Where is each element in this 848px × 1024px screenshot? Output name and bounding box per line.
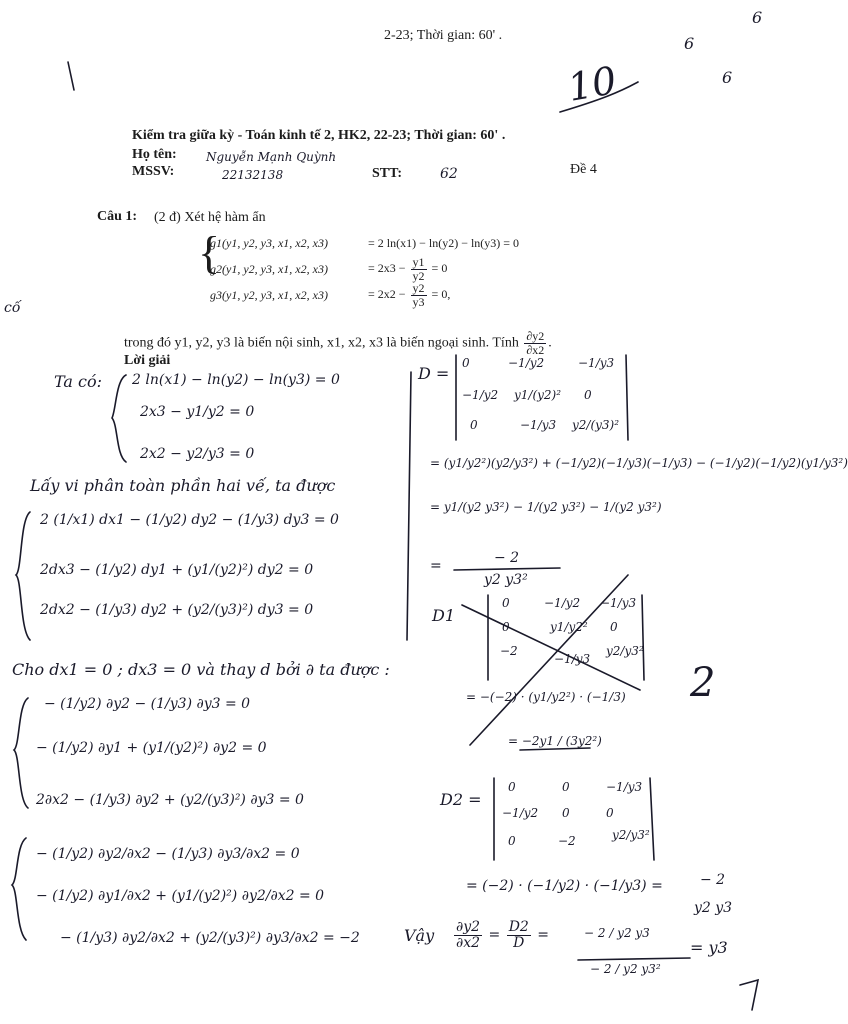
det-d2-expansion: = (−2) · (−1/y2) · (−1/y3) =	[466, 878, 663, 894]
question-condition: trong đó y1, y2, y3 là biến nội sinh, x1, x2, x3 là biến ngoại sinh. Tính $\frac{\partial y2}{\partial x2}$ .	[124, 329, 552, 357]
name-label: Họ tên:	[132, 147, 177, 162]
question-label: Câu 1:	[97, 209, 138, 224]
stt-value: 62	[440, 166, 458, 182]
quotient-line-1: − (1/y2) ∂y2/∂x2 − (1/y3) ∂y3/∂x2 = 0	[36, 846, 300, 862]
det-d-cell: −1/y3	[520, 418, 557, 432]
system-line-1: 2 ln(x1) − ln(y2) − ln(y3) = 0	[132, 372, 340, 388]
exam-title: Kiểm tra giữa kỳ - Toán kinh tế 2, HK2, 22-23; Thời gian: 60' .	[132, 128, 506, 143]
g1-lhs: g1(y1, y2, y3, x1, x2, x3)	[210, 236, 328, 250]
ta-co: Ta có:	[54, 372, 103, 391]
det-d-cell: 0	[462, 356, 470, 370]
det-d2-result-den: y2 y3	[694, 900, 733, 916]
solution-heading: Lời giải	[124, 353, 171, 368]
diff-line-3: 2dx2 − (1/y3) dy2 + (y2/(y3)²) dy3 = 0	[40, 602, 314, 618]
det-d1-expansion: = −(−2) · (y1/y2²) · (−1/3)	[466, 690, 626, 704]
det-d2-cell: 0	[562, 806, 570, 820]
det-d-expansion: = (y1/y2²)(y2/y3²) + (−1/y2)(−1/y3)(−1/y3) − (−1/y2)(−1/y2)(y1/y3²)	[430, 456, 848, 470]
conclusion-label: Vậy	[404, 926, 435, 945]
det-d1-cell: −1/y3	[554, 652, 591, 666]
mssv-value: 22132138	[222, 168, 284, 182]
header-fragment: 2-23; Thời gian: 60' .	[384, 28, 503, 43]
margin-score: 2	[690, 660, 716, 706]
det-d1-cell: −1/y3	[600, 596, 637, 610]
corner-mark: 6	[684, 34, 695, 53]
conclusion-big-den: − 2 / y2 y3²	[590, 962, 661, 976]
quotient-line-3: − (1/y3) ∂y2/∂x2 + (y2/(y3)²) ∂y3/∂x2 = −2	[60, 930, 360, 946]
partial-line-2: − (1/y2) ∂y1 + (y1/(y2)²) ∂y2 = 0	[36, 740, 267, 756]
g2-rhs: = 2x3 − $\frac{y1}{y2}$ = 0	[368, 255, 448, 283]
det-d2-cell: 0	[562, 780, 570, 794]
name-value: Nguyễn Mạnh Quỳnh	[206, 150, 337, 164]
column-divider	[407, 372, 411, 640]
diff-line-2: 2dx3 − (1/y2) dy1 + (y1/(y2)²) dy2 = 0	[40, 562, 314, 578]
system-line-2: 2x3 − y1/y2 = 0	[140, 404, 255, 420]
exam-code: Đề 4	[570, 162, 597, 177]
det-d1-cell: 0	[502, 620, 510, 634]
partial-line-3: 2∂x2 − (1/y3) ∂y2 + (y2/(y3)²) ∂y3 = 0	[36, 792, 304, 808]
brace-diff	[16, 512, 30, 640]
g1-rhs: = 2 ln(x1) − ln(y2) − ln(y3) = 0	[368, 236, 520, 250]
det-d-result-num: − 2	[494, 550, 520, 566]
mssv-label: MSSV:	[132, 164, 175, 179]
score: 10	[564, 58, 620, 110]
det-d-cell: −1/y3	[578, 356, 615, 370]
det-d-cell: 0	[470, 418, 478, 432]
g3-lhs: g3(y1, y2, y3, x1, x2, x3)	[210, 288, 328, 302]
final-answer: = y3	[690, 938, 728, 957]
det-d2-cell: −1/y2	[502, 806, 539, 820]
det-d2-cell: 0	[508, 834, 516, 848]
differential-intro: Lấy vi phân toàn phần hai vế, ta được	[30, 476, 336, 495]
det-d-cell: −1/y2	[508, 356, 545, 370]
corner-mark: 6	[722, 68, 733, 87]
brace-quotient	[12, 838, 26, 940]
stt-label: STT:	[372, 166, 403, 181]
det-d2-cell: −1/y3	[606, 780, 643, 794]
det-d2-cell: y2/y3²	[612, 828, 650, 842]
det-d1-cell: 0	[502, 596, 510, 610]
margin-stroke	[68, 62, 74, 90]
det-d-cell: y1/(y2)²	[514, 388, 562, 402]
det-d1-label: D1	[432, 606, 456, 625]
conclusion-big-num: − 2 / y2 y3	[584, 926, 650, 940]
diff-line-1: 2 (1/x1) dx1 − (1/y2) dy2 − (1/y3) dy3 = 0	[40, 512, 339, 528]
brace-partial	[14, 698, 28, 808]
det-d-cell: y2/(y3)²	[572, 418, 620, 432]
g2-lhs: g2(y1, y2, y3, x1, x2, x3)	[210, 262, 328, 276]
substitution-intro: Cho dx1 = 0 ; dx3 = 0 và thay d bởi ∂ ta được :	[12, 660, 390, 679]
det-d1-cell: 0	[610, 620, 618, 634]
margin-note: cố	[4, 300, 21, 316]
det-d1-cell: y2/y3²	[606, 644, 644, 658]
det-d2-cell: −2	[558, 834, 576, 848]
conclusion-lhs: $\frac{\partial y2}{\partial x2}$ = $\frac{D2}{D}$ =	[456, 919, 550, 951]
det-d1-cell: y1/y2²	[550, 620, 588, 634]
system-line-3: 2x2 − y2/y3 = 0	[140, 446, 255, 462]
corner-mark: 6	[752, 8, 763, 27]
question-text: (2 đ) Xét hệ hàm ẩn	[154, 210, 266, 225]
det-d2-label: D2 =	[440, 790, 482, 809]
det-d-equals: =	[430, 558, 442, 574]
det-d1-cell: −1/y2	[544, 596, 581, 610]
det-d2-cell: 0	[508, 780, 516, 794]
det-d-result-den: y2 y3²	[484, 572, 528, 588]
det-d-cell: −1/y2	[462, 388, 499, 402]
det-d2-result-num: − 2	[700, 872, 726, 888]
partial-line-1: − (1/y2) ∂y2 − (1/y3) ∂y3 = 0	[44, 696, 251, 712]
g3-rhs: = 2x2 − $\frac{y2}{y3}$ = 0,	[368, 281, 451, 309]
quotient-line-2: − (1/y2) ∂y1/∂x2 + (y1/(y2)²) ∂y2/∂x2 = 0	[36, 888, 325, 904]
det-d-label: D =	[418, 364, 450, 383]
det-d2-cell: 0	[606, 806, 614, 820]
system-brace: {	[198, 227, 221, 278]
det-d-expansion-2: = y1/(y2 y3²) − 1/(y2 y3²) − 1/(y2 y3²)	[430, 500, 662, 514]
brace-system	[112, 375, 126, 462]
det-d1-cell: −2	[500, 644, 518, 658]
det-d1-result: = −2y1 / (3y2²)	[508, 734, 602, 748]
det-d-cell: 0	[584, 388, 592, 402]
